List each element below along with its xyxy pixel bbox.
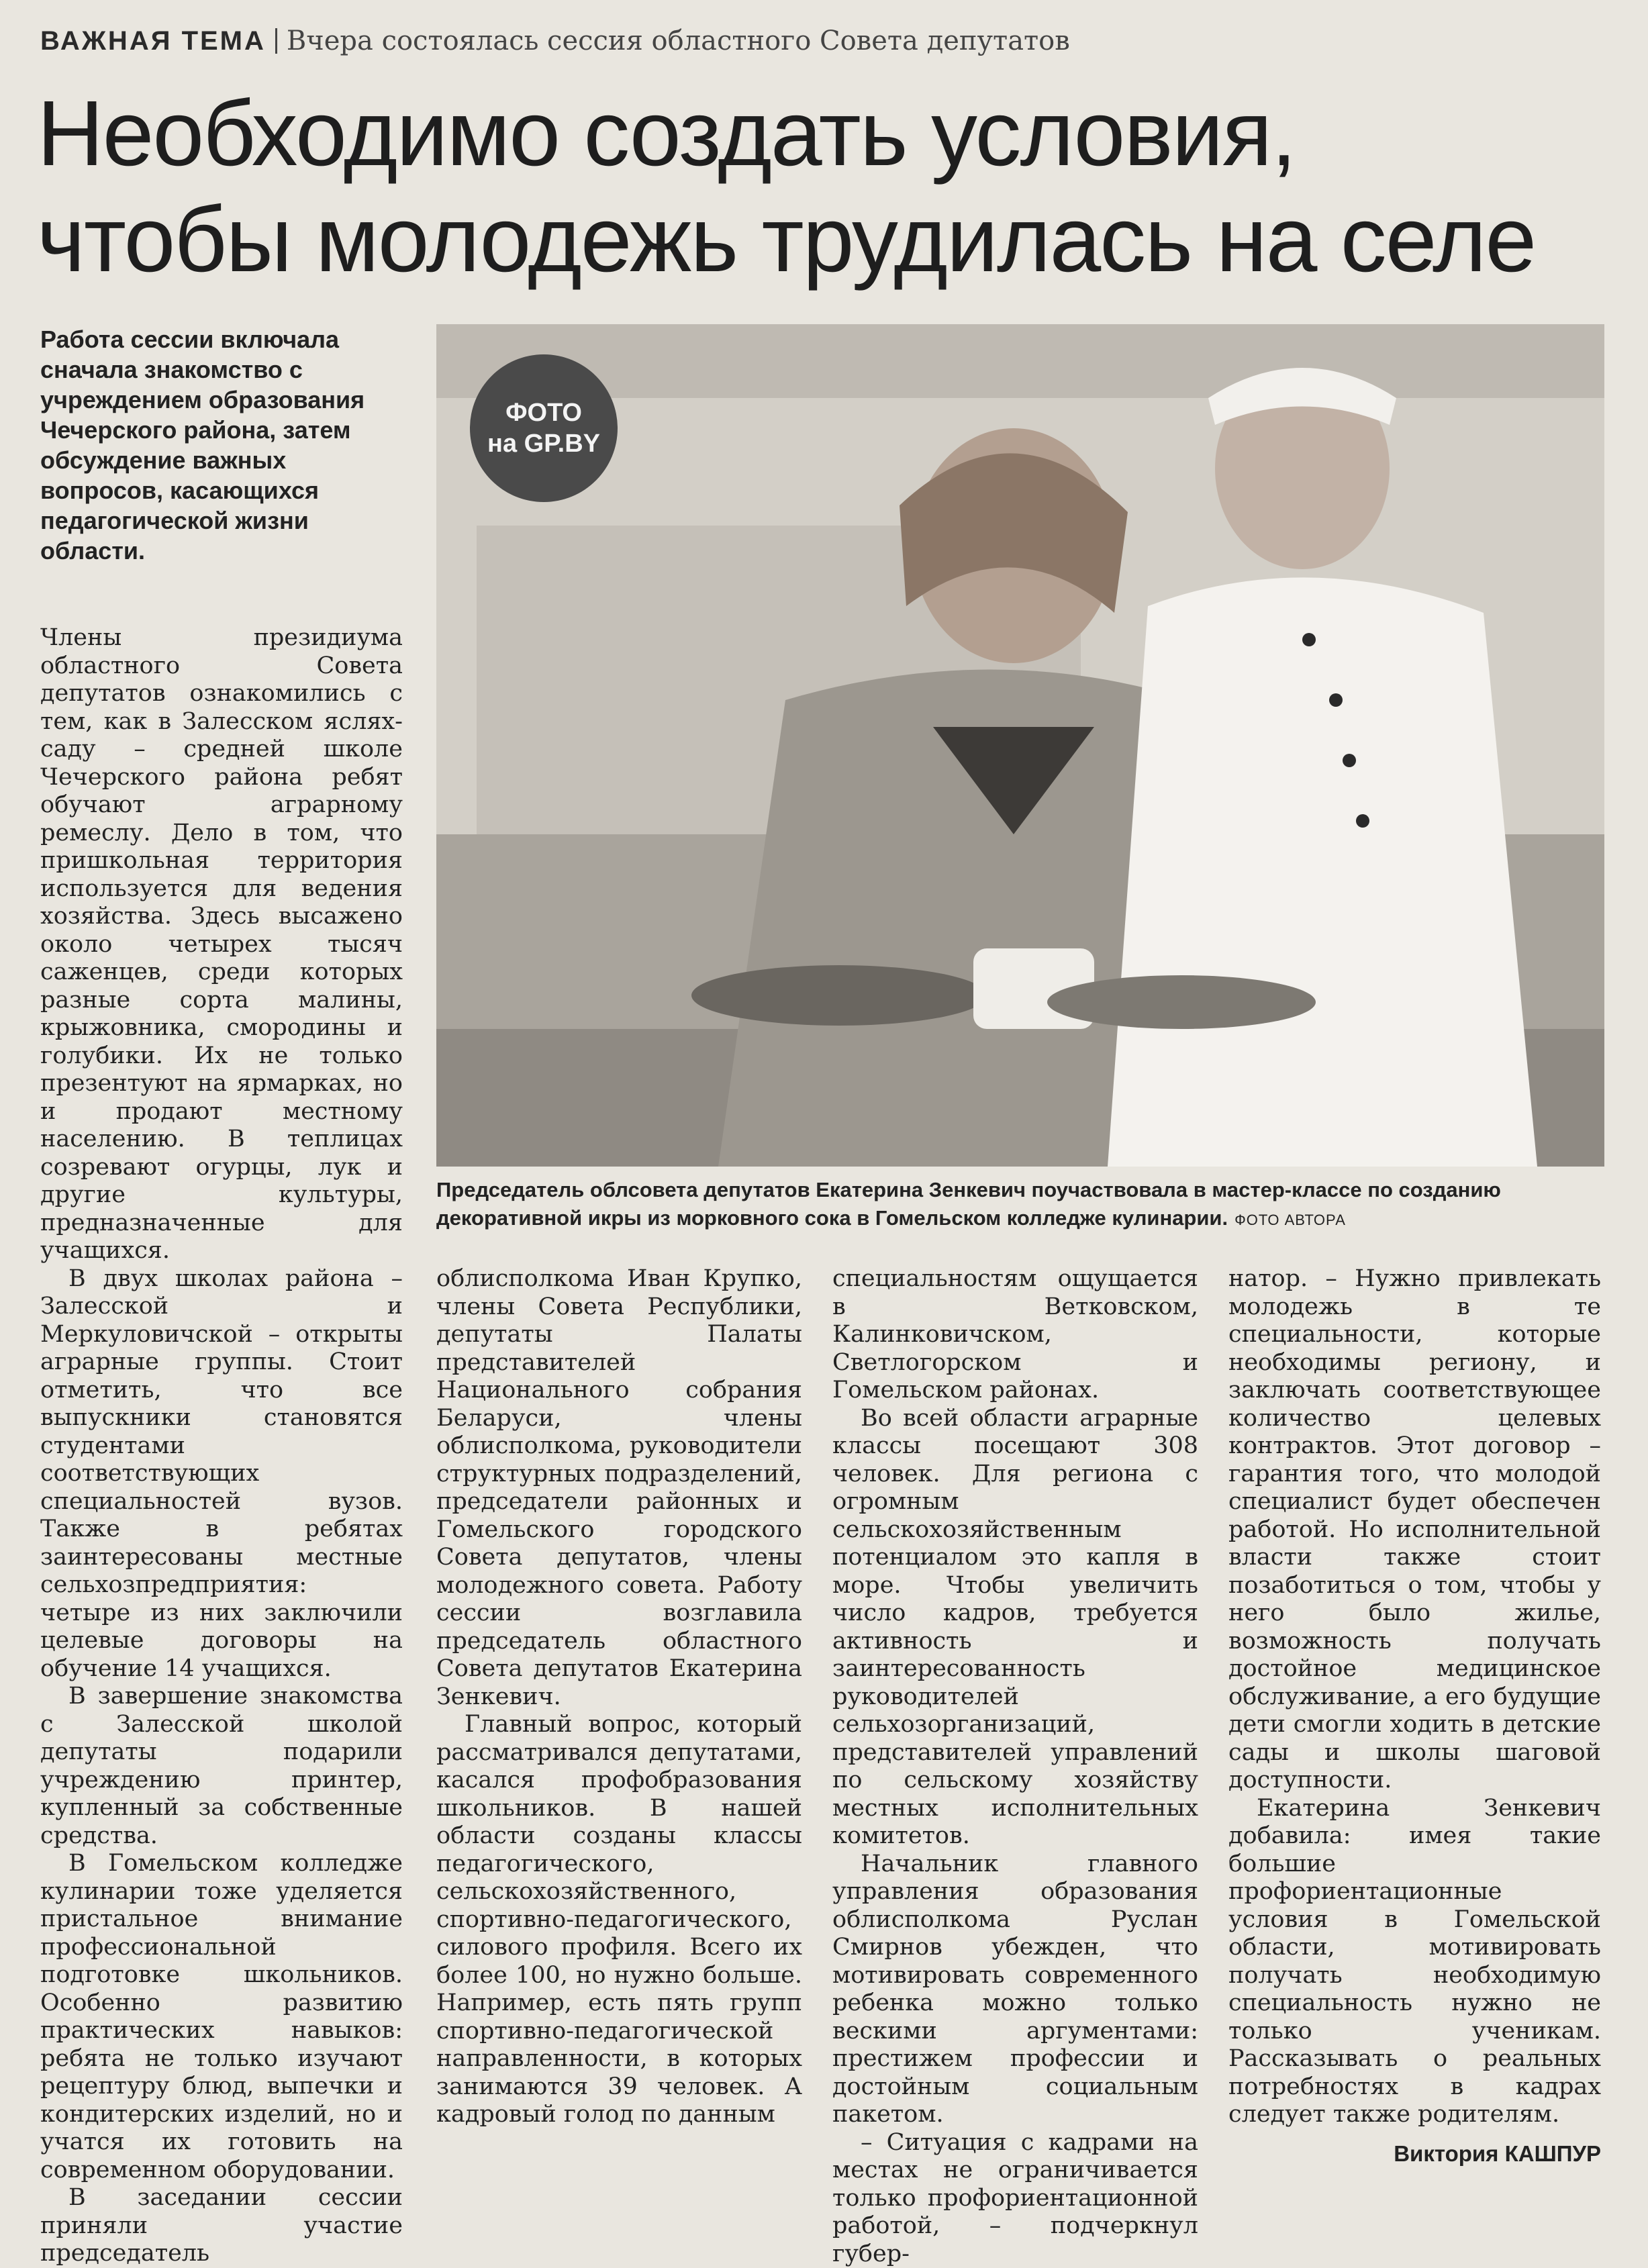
article-column-2 — [436, 1265, 802, 2129]
paragraph: облисполкома Иван Крупко, члены Совета Республики, депутаты Палаты представителей Национального собрания Беларуси, члены облисполкома, руководители структурных подразделений, председатели районных и Гомельского городского Совета депутатов, члены молодежного совета. Работу сессии возглавила председатель областного Совета депутатов Екатерина Зенкевич. — [436, 1265, 802, 1711]
author-byline: Виктория КАШПУР — [1394, 2141, 1601, 2167]
paragraph: Во всей области аграрные классы посещают 308 человек. Для региона с огромным сельскохозяйственным потенциалом это капля в море. Чтобы увеличить число кадров, требуется активность и заинтересованность руководителей сельхозорганизаций, представителей управлений по сельскому хозяйству местных исполнительных комитетов. — [832, 1405, 1198, 1851]
article-column-4 — [1228, 1265, 1601, 2129]
paragraph: специальностям ощущается в Ветковском, Калинковичском, Светлогорском и Гомельском районах. — [832, 1265, 1198, 1405]
paragraph: В двух школах района – Залесской и Меркуловичской – открыты аграрные группы. Стоит отметить, что все выпускники становятся студентами соответствующих специальностей вузов. Также в ребятах заинтересованы местные сельхозпредприятия: четыре из них заключили целевые договоры на обучение 14 учащихся. — [40, 1265, 403, 1683]
paragraph: В Гомельском колледже кулинарии тоже уделяется пристальное внимание профессиональной подготовке школьников. Особенно развитию практических навыков: ребята не только изучают рецептуру блюд, выпечки и кондитерских изделий, но и учатся их готовить на современном оборудовании. — [40, 1850, 403, 2184]
article-column-3 — [832, 1265, 1198, 2268]
paragraph: Начальник главного управления образования облисполкома Руслан Смирнов убежден, что мотивировать современного ребенка можно только вескими аргументами: престижем профессии и достойным социальным пакетом. — [832, 1851, 1198, 2129]
paragraph: Главный вопрос, который рассматривался депутатами, касался профобразования школьников. В нашей области созданы классы педагогического, сельскохозяйственного, спортивно-педагогического, силового профиля. Всего их более 100, но нужно больше. Например, есть пять групп спортивно-педагогической направленности, в которых занимаются 39 человек. А кадровый голод по данным — [436, 1711, 802, 2129]
paragraph: В завершение знакомства с Залесской школой депутаты подарили учреждению принтер, купленный за собственные средства. — [40, 1683, 403, 1850]
paragraph: В заседании сессии приняли участие председатель — [40, 2184, 403, 2268]
paragraph: – Ситуация с кадрами на местах не ограничивается только профориентационной работой, – подчеркнул губер- — [832, 2129, 1198, 2268]
photo-caption-text: Председатель облсовета депутатов Екатерина Зенкевич поучаствовала в мастер-классе по созданию декоративной икры из морковного сока в Гомельском колледже кулинарии. — [436, 1178, 1501, 1230]
photo-badge-line-2: на GP.BY — [470, 428, 618, 459]
paragraph: Екатерина Зенкевич добавила: имея такие большие профориентационные условия в Гомельской области, мотивировать получать необходимую специальность нужно не только ученикам. Рассказывать о реальных потребностях в кадрах следует также родителям. — [1228, 1795, 1601, 2129]
photo-credit: ФОТО АВТОРА — [1234, 1212, 1346, 1228]
paragraph: натор. – Нужно привлекать молодежь в те специальности, которые необходимы региону, и заключать соответствующее количество целевых контрактов. Этот договор – гарантия того, что молодой специалист будет обеспечен работой. Но исполнительной власти также стоит позаботиться о том, чтобы у него было жилье, возможность получать достойное медицинское обслуживание, а его будущие дети смогли ходить в детские сады и школы шаговой доступности. — [1228, 1265, 1601, 1795]
paragraph: Члены президиума областного Совета депутатов ознакомились с тем, как в Залесском яслях-саду – средней школе Чечерского района ребят обучают аграрному ремеслу. Дело в том, что пришкольная территория используется для ведения хозяйства. Здесь высажено около четырех тысяч саженцев, среди которых разные сорта малины, крыжовника, смородины и голубики. Их не только презентуют на ярмарках, но и продают местному населению. В теплицах созревают огурцы, лук и другие культуры, предназначенные для учащихся. — [40, 624, 403, 1265]
photo-caption — [436, 1176, 1604, 1234]
headline-line-2: чтобы молодежь трудилась на селе — [37, 188, 1535, 291]
photo-badge — [470, 354, 618, 502]
headline-line-1: Необходимо создать условия, — [37, 82, 1296, 185]
article-lead: Работа сессии включала сначала знакомство с учреждением образования Чечерского района, затем обсуждение важных вопросов, касающихся педагогической жизни области. — [40, 324, 403, 566]
section-header — [40, 26, 1070, 63]
article-photo — [436, 324, 1604, 1167]
section-subhead: Вчера состоялась сессия областного Совета депутатов — [287, 26, 1070, 56]
article-column-1 — [40, 624, 403, 2268]
article-headline — [37, 81, 1535, 293]
header-divider — [275, 28, 277, 54]
section-kicker: ВАЖНАЯ ТЕМА — [40, 26, 266, 56]
photo-badge-line-1: ФОТО — [470, 397, 618, 428]
